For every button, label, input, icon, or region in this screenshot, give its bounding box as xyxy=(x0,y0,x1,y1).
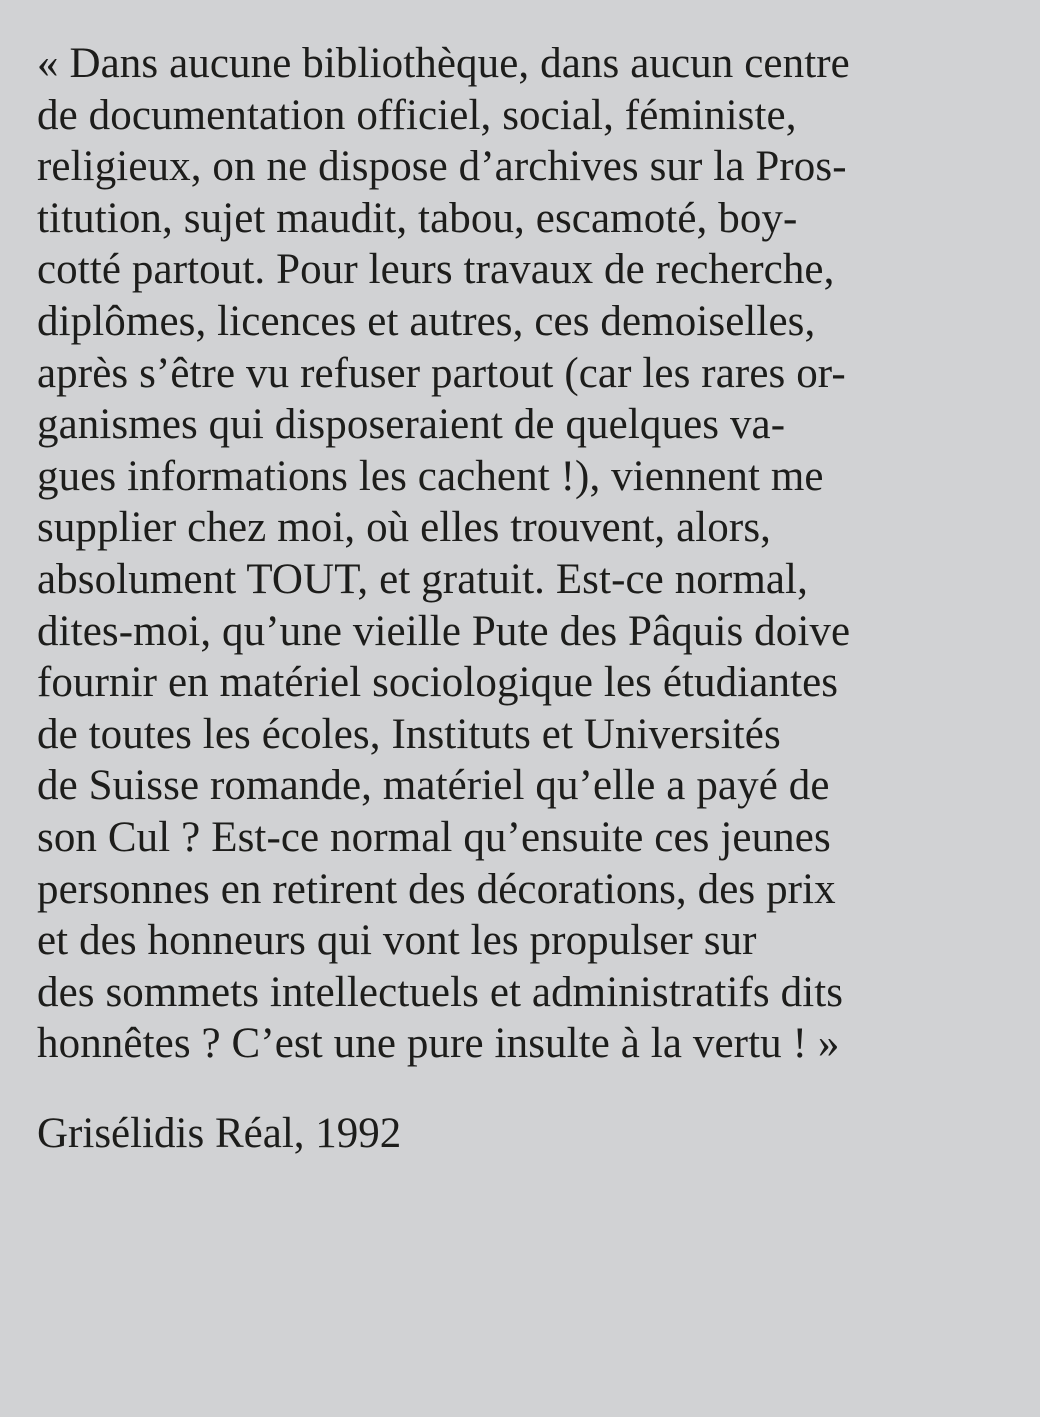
quote-line: ganismes qui disposeraient de quelques va- xyxy=(37,401,786,449)
quote-line: des sommets intellectuels et administratifs dits xyxy=(37,968,844,1016)
quote-text xyxy=(37,38,1027,1070)
quote-line: gues informations les cachent !), viennent me xyxy=(37,452,824,500)
quote-line: fournir en matériel sociologique les étudiantes xyxy=(37,659,839,707)
quote-line: après s’être vu refuser partout (car les rares or- xyxy=(37,349,846,397)
quote-line: honnêtes ? C’est une pure insulte à la vertu ! » xyxy=(37,1020,840,1068)
quote-line: supplier chez moi, où elles trouvent, alors, xyxy=(37,504,772,552)
quote-line: titution, sujet maudit, tabou, escamoté, boy- xyxy=(37,194,798,242)
attribution: Grisélidis Réal, 1992 xyxy=(37,1110,402,1157)
quote-line: cotté partout. Pour leurs travaux de recherche, xyxy=(37,246,835,294)
quote-line: son Cul ? Est-ce normal qu’ensuite ces jeunes xyxy=(37,813,831,861)
quote-line: religieux, on ne dispose d’archives sur la Pros- xyxy=(37,143,847,191)
quote-line: « Dans aucune bibliothèque, dans aucun centre xyxy=(37,40,850,87)
quote-line: de Suisse romande, matériel qu’elle a payé de xyxy=(37,762,830,810)
quote-line: absolument TOUT, et gratuit. Est-ce normal, xyxy=(37,555,808,603)
quote-line: et des honneurs qui vont les propulser sur xyxy=(37,917,757,965)
quote-line: dites-moi, qu’une vieille Pute des Pâquis doive xyxy=(37,607,851,655)
quote-line: de documentation officiel, social, féministe, xyxy=(37,91,797,139)
quote-line: de toutes les écoles, Instituts et Universités xyxy=(37,710,781,758)
quote-line: diplômes, licences et autres, ces demoiselles, xyxy=(37,297,816,345)
quote-line: personnes en retirent des décorations, des prix xyxy=(37,865,836,913)
